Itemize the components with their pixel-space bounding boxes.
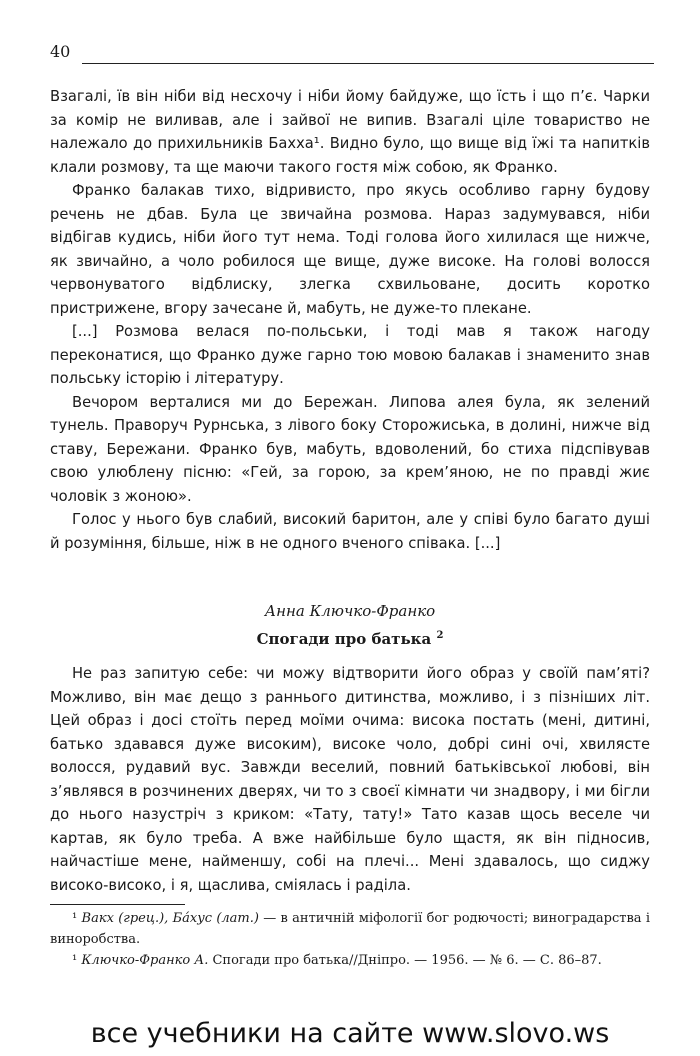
footnote [50, 908, 650, 950]
body-paragraph: Вечором верталися ми до Бережан. Липова алея була, як зелений тунель. Праворуч Рурнська, з лівого боку Сторожиська, в долині, нижче від ставу, Бережани. Франко був, мабуть, вдоволений, бо стиха підспівував свою улюблену пісню: «Гей, за горою, за крем’яною, не по правді жиє чоловік з жоною». [50, 393, 650, 505]
body-paragraph: Взагалі, їв він ніби від несхочу і ніби йому байдуже, що їсть і що п’є. Чарки за комір не виливав, але і зайвої не випив. Взагалі ціле товариство не належало до прихильників Бахха¹. Видно було, що вище від їжі та напитків клали розмову, та ще маючи такого гостя між собою, як Франко. [50, 88, 650, 176]
footnote-mark: ¹ [72, 911, 78, 926]
memoir-title [50, 630, 650, 648]
page-number: 40 [50, 42, 71, 61]
footnote [50, 950, 650, 971]
memoir-paragraph: Не раз запитую себе: чи можу відтворити його образ у своїй пам’яті? Можливо, він має дещо з раннього дитинства, можливо, і з пізніших літ. Цей образ і досі стоїть перед моїми очима: висока постать (мені, дитині, батько здавався дуже високим), високе чоло, добрі сині очі, хвилясте волосся, рудавий вус. Завжди веселий, повний батьківської любові, він з’являвся в розчинених дверях, чи то з своєї кімнати чи знадвору, і ми бігли до нього назустріч з криком: «Тату, тату!» Тато казав щось веселе чи картав, як було треба. А вже найбільше було щастя, як він підносив, найчастіше мене, найменшу, собі на плечі... Мені здавалось, що сиджу високо-високо, і я, щаслива, сміялась і раділа. [50, 665, 650, 894]
body-text [50, 85, 650, 555]
body-paragraph: [...] Розмова велася по-польськи, і тоді мав я також нагоду переконатися, що Франко дуже гарно тою мовою балакав і знаменито знав польську історію і літературу. [50, 323, 650, 387]
memoir-author: Анна Ключко-Франко [264, 602, 436, 620]
header-rule [82, 63, 654, 64]
watermark-text: все учебники на сайте www.slovo.ws [90, 1018, 610, 1049]
memoir-title-text: Спогади про батька [256, 630, 432, 648]
memoir-title-note: 2 [436, 630, 444, 641]
memoir-text [50, 662, 650, 897]
body-paragraph: Франко балакав тихо, відривисто, про якусь особливо гарну будову речень не дбав. Була це звичайна розмова. Нараз задумувався, ніби відбігав кудись, ніби його тут нема. Тоді голова його хилилася ще нижче, як звичайно, а чоло робилося ще вище, дуже високе. На голові волосся червонуватого відблиску, злегка схвильоване, досить коротко пристрижене, вгору зачесане й, мабуть, не дуже-то плекане. [50, 182, 650, 317]
body-paragraph: Голос у нього був слабий, високий баритон, але у співі було багато душі й розуміння, більше, ніж в не одного вченого співака. [...] [50, 511, 650, 552]
footnote-text: — в античній міфології бог родючості; виноградарства і виноробства. [50, 911, 650, 947]
footnote-rule [50, 904, 185, 905]
footnote-text: Спогади про батька//Дніпро. — 1956. — № 6. — С. 86–87. [208, 953, 602, 968]
footnote-italic: Вакх (грец.), Ба́хус (лат.) [81, 911, 259, 926]
footnote-italic: Ключко-Франко А. [81, 953, 209, 968]
footnotes [50, 908, 650, 971]
footnote-mark: ¹ [72, 953, 78, 968]
